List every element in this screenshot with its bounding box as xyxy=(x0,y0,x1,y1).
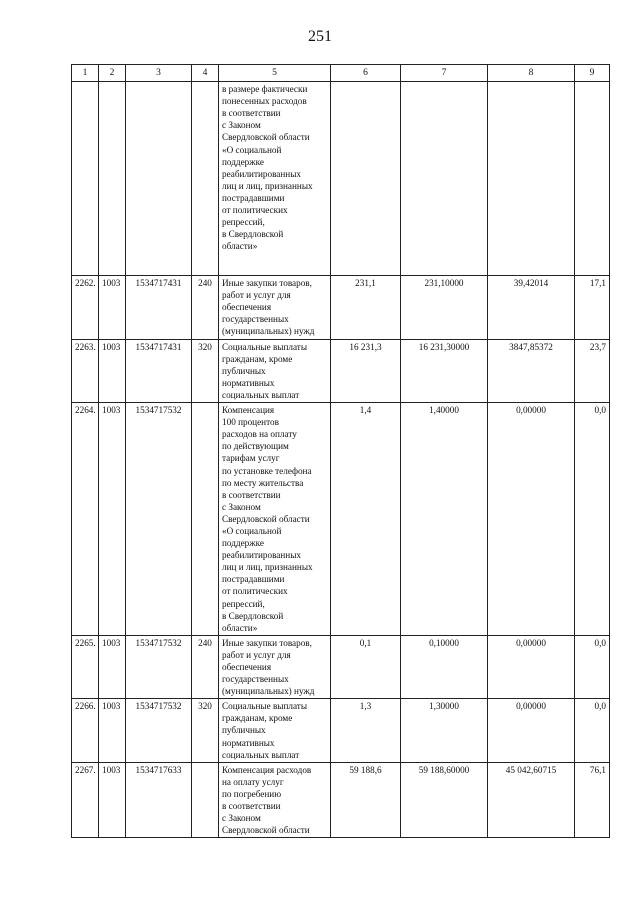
kind-code xyxy=(192,82,219,276)
item-description: Иные закупки товаров, работ и услуг для обеспечения государственных (муниципальных) нужд xyxy=(219,276,331,339)
value-col8: 3847,85372 xyxy=(488,339,575,402)
header-col-5: 5 xyxy=(219,65,331,82)
value-col6: 16 231,3 xyxy=(331,339,401,402)
target-code: 1534717431 xyxy=(126,339,192,402)
header-col-1: 1 xyxy=(72,65,99,82)
section-code: 1003 xyxy=(99,276,126,339)
header-row xyxy=(72,65,610,82)
value-col8 xyxy=(488,82,575,276)
value-col9: 0,0 xyxy=(575,699,610,762)
page-number: 251 xyxy=(308,28,332,45)
section-code: 1003 xyxy=(99,635,126,698)
header-col-8: 8 xyxy=(488,65,575,82)
target-code: 1534717532 xyxy=(126,403,192,636)
item-description: Компенсация расходов на оплату услуг по погребению в соответствии с Законом Свердловской области xyxy=(219,762,331,838)
value-col9: 76,1 xyxy=(575,762,610,838)
header-col-6: 6 xyxy=(331,65,401,82)
table-row xyxy=(72,339,610,402)
target-code: 1534717633 xyxy=(126,762,192,838)
value-col8: 0,00000 xyxy=(488,699,575,762)
section-code xyxy=(99,82,126,276)
kind-code xyxy=(192,403,219,636)
value-col7: 59 188,60000 xyxy=(401,762,488,838)
row-number: 2266. xyxy=(72,699,99,762)
value-col8: 0,00000 xyxy=(488,635,575,698)
value-col6: 0,1 xyxy=(331,635,401,698)
value-col6: 1,3 xyxy=(331,699,401,762)
target-code: 1534717532 xyxy=(126,635,192,698)
item-description: Компенсация 100 процентов расходов на оплату по действующим тарифам услуг по установке телефона по месту жительства в соответствии с Законом Свердловской области «О социальной поддержке реабилитированных лиц и лиц, признанных пострадавшими от политических репрессий, в Свердловской области» xyxy=(219,403,331,636)
value-col8: 39,42014 xyxy=(488,276,575,339)
value-col7 xyxy=(401,82,488,276)
value-col7: 1,30000 xyxy=(401,699,488,762)
item-description: Иные закупки товаров, работ и услуг для обеспечения государственных (муниципальных) нужд xyxy=(219,635,331,698)
section-code: 1003 xyxy=(99,403,126,636)
kind-code: 320 xyxy=(192,699,219,762)
section-code: 1003 xyxy=(99,762,126,838)
target-code: 1534717431 xyxy=(126,276,192,339)
target-code: 1534717532 xyxy=(126,699,192,762)
value-col8: 0,00000 xyxy=(488,403,575,636)
header-col-4: 4 xyxy=(192,65,219,82)
value-col7: 0,10000 xyxy=(401,635,488,698)
budget-table xyxy=(71,64,610,838)
row-number: 2262. xyxy=(72,276,99,339)
value-col9 xyxy=(575,82,610,276)
kind-code: 240 xyxy=(192,635,219,698)
section-code: 1003 xyxy=(99,699,126,762)
value-col9: 17,1 xyxy=(575,276,610,339)
table-row xyxy=(72,403,610,636)
table-row xyxy=(72,82,610,276)
target-code xyxy=(126,82,192,276)
item-description: Социальные выплаты гражданам, кроме публичных нормативных социальных выплат xyxy=(219,339,331,402)
row-number: 2265. xyxy=(72,635,99,698)
table-row xyxy=(72,276,610,339)
header-col-9: 9 xyxy=(575,65,610,82)
row-number: 2264. xyxy=(72,403,99,636)
header-col-7: 7 xyxy=(401,65,488,82)
table-row xyxy=(72,699,610,762)
item-description: Социальные выплаты гражданам, кроме публичных нормативных социальных выплат xyxy=(219,699,331,762)
value-col9: 23,7 xyxy=(575,339,610,402)
table-row xyxy=(72,635,610,698)
header-col-2: 2 xyxy=(99,65,126,82)
value-col9: 0,0 xyxy=(575,403,610,636)
value-col6 xyxy=(331,82,401,276)
value-col6: 231,1 xyxy=(331,276,401,339)
kind-code: 240 xyxy=(192,276,219,339)
value-col7: 231,10000 xyxy=(401,276,488,339)
value-col7: 16 231,30000 xyxy=(401,339,488,402)
value-col7: 1,40000 xyxy=(401,403,488,636)
table-row xyxy=(72,762,610,838)
section-code: 1003 xyxy=(99,339,126,402)
row-number: 2267. xyxy=(72,762,99,838)
item-description: в размере фактически понесенных расходов в соответствии с Законом Свердловской области «О социальной поддержке реабилитированных лиц и лиц, признанных пострадавшими от политических репрессий, в Свердловской области» xyxy=(219,82,331,276)
row-number: 2263. xyxy=(72,339,99,402)
value-col8: 45 042,60715 xyxy=(488,762,575,838)
kind-code: 320 xyxy=(192,339,219,402)
value-col6: 1,4 xyxy=(331,403,401,636)
value-col9: 0,0 xyxy=(575,635,610,698)
row-number xyxy=(72,82,99,276)
kind-code xyxy=(192,762,219,838)
header-col-3: 3 xyxy=(126,65,192,82)
value-col6: 59 188,6 xyxy=(331,762,401,838)
